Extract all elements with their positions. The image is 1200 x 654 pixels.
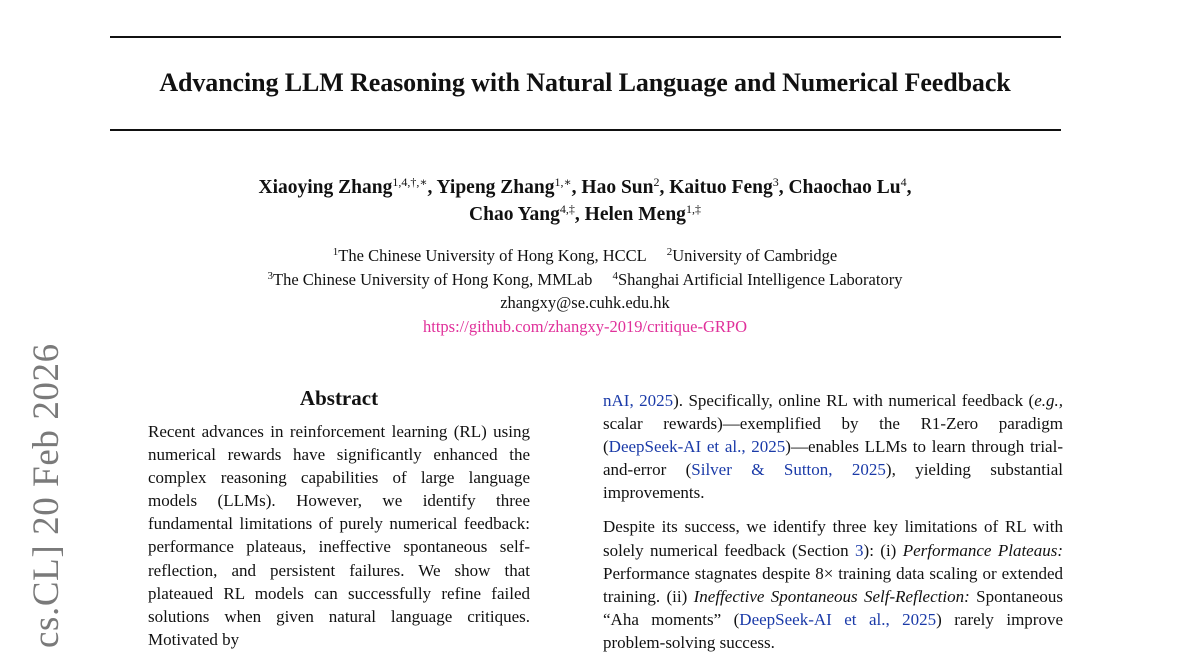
paper-title: Advancing LLM Reasoning with Natural Language and Numerical Feedback	[159, 68, 1011, 97]
text-run: ) rarely improve problem-solving success.	[603, 609, 1064, 652]
citation-link[interactable]: DeepSeek-AI et al., 2025	[608, 437, 786, 457]
author-name: Hao Sun	[581, 177, 654, 198]
author-name: Xiaoying Zhang	[258, 177, 393, 198]
section-ref-link[interactable]: 3	[855, 540, 864, 560]
citation-link[interactable]: nAI, 2025	[603, 391, 674, 410]
affiliation: The Chinese University of Hong Kong, HCCL	[338, 246, 647, 265]
author-name: Yipeng Zhang	[436, 177, 555, 198]
text-run: ), yielding substantial improvements.	[603, 460, 1064, 503]
author-name: Chao Yang	[469, 204, 560, 225]
arxiv-stamp: cs.CL] 20 Feb 2026	[26, 343, 67, 648]
affil-mark: 1	[332, 246, 339, 258]
author-name: Kaituo Feng	[669, 177, 773, 198]
abstract-body	[148, 420, 530, 651]
text-run: )—enables LLMs to learn through trial-and-error (	[603, 437, 1063, 480]
emphasis: e.g.,	[1034, 391, 1063, 410]
author-affil-marks: 1,‡	[685, 202, 701, 216]
text-run: ): (i)	[863, 540, 903, 560]
author-name: Chaochao Lu	[788, 177, 901, 198]
affiliation: The Chinese University of Hong Kong, MMLab	[273, 269, 593, 289]
author-affil-marks: 4,‡	[559, 202, 575, 216]
affil-mark: 4	[612, 269, 618, 282]
affiliation: University of Cambridge	[672, 246, 838, 265]
author-affil-marks: 3	[772, 175, 779, 189]
author-affil-marks: 2	[653, 175, 660, 189]
abstract-heading: Abstract	[299, 386, 379, 410]
text-run: scalar rewards)—exemplified by the R1-Zero paradigm (	[603, 414, 1063, 457]
intro-paragraph	[603, 389, 1063, 504]
bottom-rule	[110, 129, 1061, 131]
affiliations	[0, 244, 1170, 338]
intro-paragraph	[603, 515, 1063, 654]
author-list: Xiaoying Zhang$^{1,4,\dagger,∗}$, Yipeng Zhang$^{1,∗}$, Hao Sun$^2$, Kaituo Feng$^3$, Chaochao Lu$^4$, Chao Yang$^{4,\ddagger}$, Helen Meng$^{1,\ddagger}$	[258, 175, 912, 225]
emphasis: Ineffective Spontaneous Self-Reflection:	[693, 586, 970, 606]
abstract-paragraph: Recent advances in reinforcement learning (RL) using numerical rewards have significantly enhanced the complex reasoning capabilities of large language models (LLMs). However, we identify three fundamental limitations of purely numerical feedback: performance plateaus, ineffective spontaneous self-reflection, and persistent failures. We show that plateaued RL models can successfully refine failed solutions when given natural language critiques. Motivated by	[148, 422, 530, 649]
affil-mark: 3	[267, 269, 274, 282]
affiliation: Shanghai Artificial Intelligence Laboratory	[617, 269, 903, 289]
author-name: Helen Meng	[584, 204, 686, 225]
emphasis: Performance Plateaus:	[902, 540, 1063, 560]
text-run: Spontaneous “Aha moments” (	[603, 586, 1063, 629]
affil-mark: 2	[666, 246, 673, 258]
repo-link[interactable]: https://github.com/zhangxy-2019/critique-GRPO	[422, 316, 747, 336]
text-run: Performance stagnates despite 8× training data scaling or extended training. (ii)	[603, 563, 1063, 606]
text-run: Despite its success, we identify three key limitations of RL with solely numerical feedback (Section	[603, 517, 1063, 560]
author-affil-marks: 1,∗	[554, 175, 572, 189]
citation-link[interactable]: Silver & Sutton, 2025	[691, 460, 886, 480]
citation-link[interactable]: DeepSeek-AI et al., 2025	[739, 609, 937, 629]
author-affil-marks: 1,4,†,∗	[392, 175, 428, 189]
text-run: ). Specifically, online RL with numerical feedback (	[673, 391, 1035, 410]
author-affil-marks: 4	[900, 175, 907, 189]
top-rule	[110, 36, 1061, 38]
contact-email: zhangxy@se.cuhk.edu.hk	[500, 293, 670, 312]
introduction-column	[603, 389, 1063, 654]
